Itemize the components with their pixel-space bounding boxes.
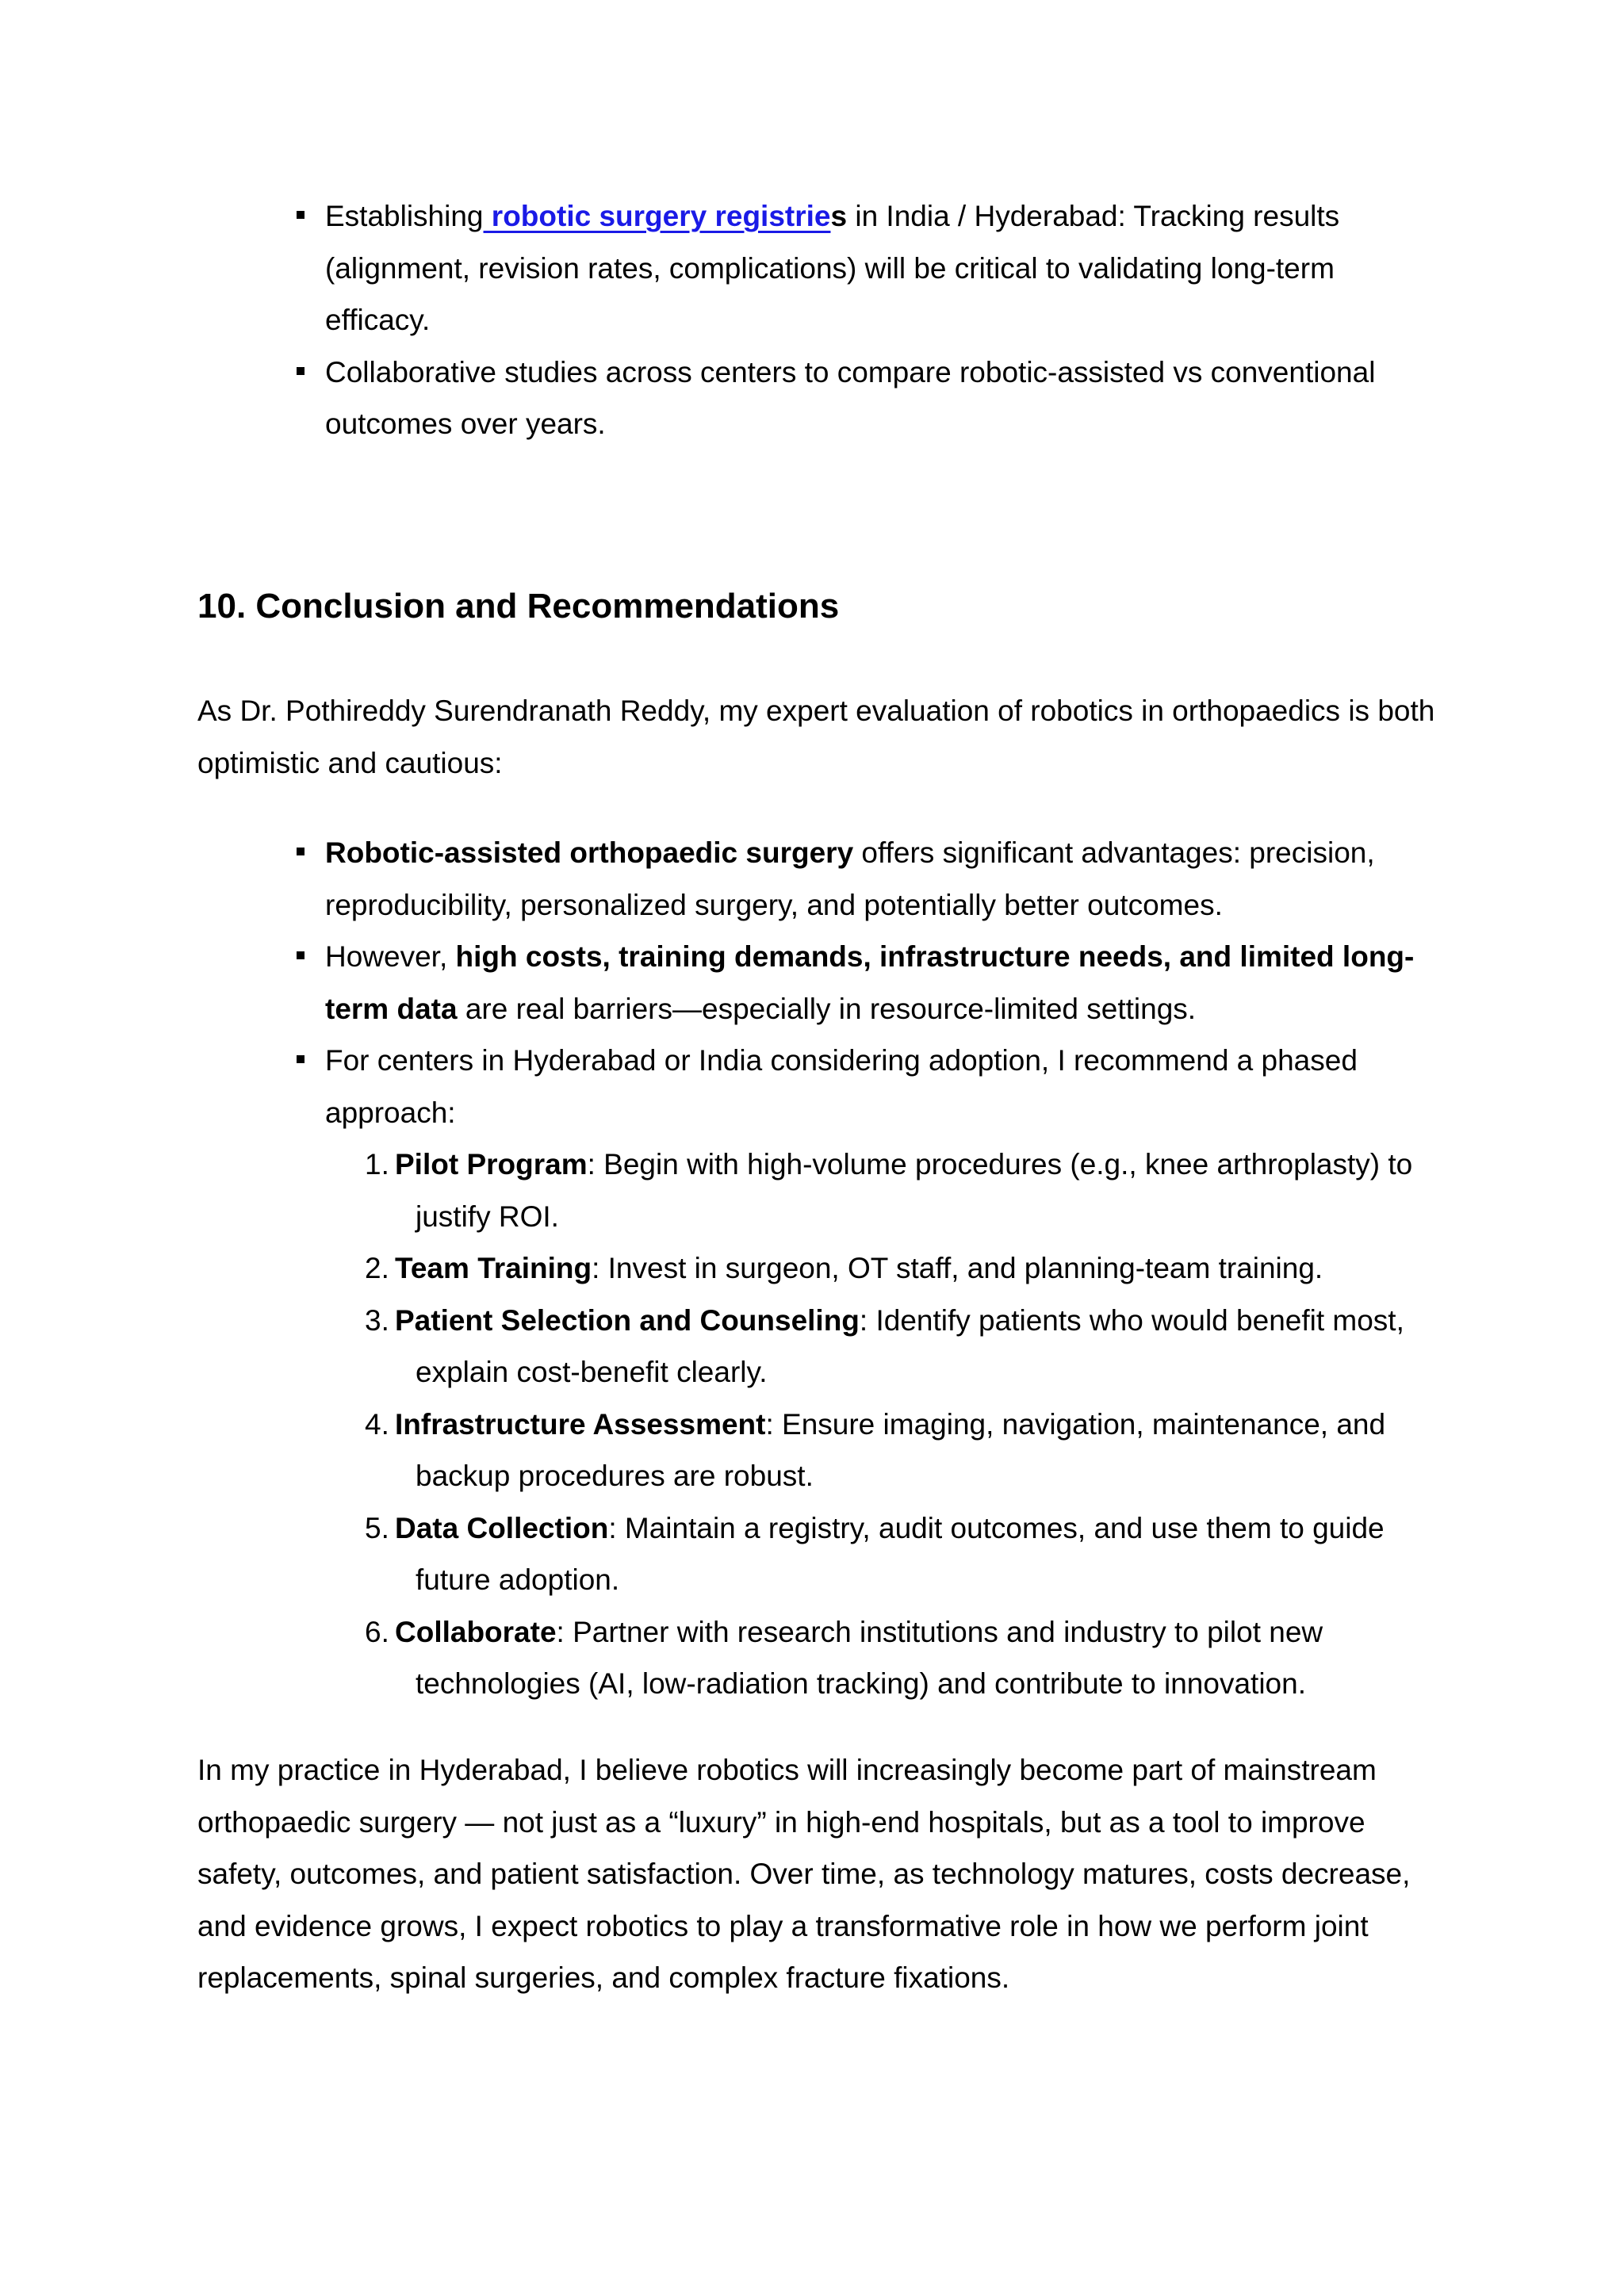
step-title: Pilot Program (395, 1148, 588, 1181)
step-title: Data Collection (395, 1511, 609, 1544)
step-text: : Ensure imaging, navigation, maintenance, and backup procedures are robust. (416, 1407, 1386, 1492)
list-item (365, 1606, 1459, 1710)
bullet-bold: high costs, training demands, infrastructure needs, and limited long-term data (325, 940, 1415, 1025)
list-item (365, 1242, 1459, 1295)
step-number: 4. (365, 1407, 389, 1441)
step-number: 1. (365, 1148, 389, 1181)
conclusion-bullet-list (268, 827, 1426, 1138)
bullet-text: For centers in Hyderabad or India considering adoption, I recommend a phased approach: (325, 1044, 1358, 1129)
list-item (297, 827, 1426, 931)
step-title: Team Training (395, 1252, 592, 1284)
step-title: Collaborate (395, 1615, 557, 1648)
link-tail: s (830, 200, 848, 232)
bullet-bold: Robotic-assisted orthopaedic surgery (325, 836, 854, 869)
step-title: Infrastructure Assessment (395, 1407, 766, 1441)
section-heading: 10. Conclusion and Recommendations (197, 587, 840, 626)
step-text: : Partner with research institutions and industry to pilot new technologies (AI, low-radiation tracking) and contribute to innovation. (416, 1615, 1323, 1700)
intro-paragraph: As Dr. Pothireddy Surendranath Reddy, my expert evaluation of robotics in orthopaedics is both optimistic and cautious: (197, 695, 1435, 779)
bullet-prefix: Establishing (325, 200, 484, 232)
step-number: 5. (365, 1511, 389, 1544)
step-number: 3. (365, 1303, 389, 1337)
list-item (365, 1295, 1459, 1399)
list-item (297, 931, 1426, 1035)
registries-link[interactable]: robotic surgery registrie (483, 200, 831, 232)
step-number: 2. (365, 1252, 389, 1284)
list-item (365, 1502, 1459, 1606)
list-item (297, 190, 1426, 346)
list-item (297, 346, 1426, 450)
step-text: : Maintain a registry, audit outcomes, and use them to guide future adoption. (416, 1511, 1385, 1596)
bullet-text: in India / Hyderabad: Tracking results (alignment, revision rates, complications) will be critical to validating long-term efficacy. (325, 200, 1340, 336)
list-item (365, 1399, 1459, 1502)
step-text: : Invest in surgeon, OT staff, and planning-team training. (592, 1252, 1323, 1284)
bullet-text: Collaborative studies across centers to compare robotic-assisted vs conventional outcomes over years. (325, 355, 1376, 440)
step-title: Patient Selection and Counseling (395, 1303, 860, 1337)
list-item (365, 1138, 1459, 1242)
step-text: : Identify patients who would benefit most, explain cost-benefit clearly. (416, 1303, 1404, 1388)
bullet-text: are real barriers—especially in resource-limited settings. (457, 992, 1197, 1025)
bullet-lead: However, (325, 940, 456, 973)
list-item (297, 1035, 1426, 1138)
step-text: : Begin with high-volume procedures (e.g., knee arthroplasty) to justify ROI. (416, 1148, 1413, 1233)
step-number: 6. (365, 1615, 389, 1648)
closing-paragraph: In my practice in Hyderabad, I believe robotics will increasingly become part of mainstream orthopaedic surgery — not just as a “luxury” in high-end hospitals, but as a tool to improve safety, outcomes, and patient satisfaction. Over time, as technology matures, costs decrease, and evidence grows, I expect robotics to play a transformative role in how we perform joint replacements, spinal surgeries, and complex fracture fixations. (197, 1754, 1411, 1994)
bullet-text: offers significant advantages: precision, reproducibility, personalized surgery, and potentially better outcomes. (325, 836, 1375, 921)
research-bullet-list (268, 190, 1426, 450)
phased-approach-steps (365, 1138, 1459, 1710)
